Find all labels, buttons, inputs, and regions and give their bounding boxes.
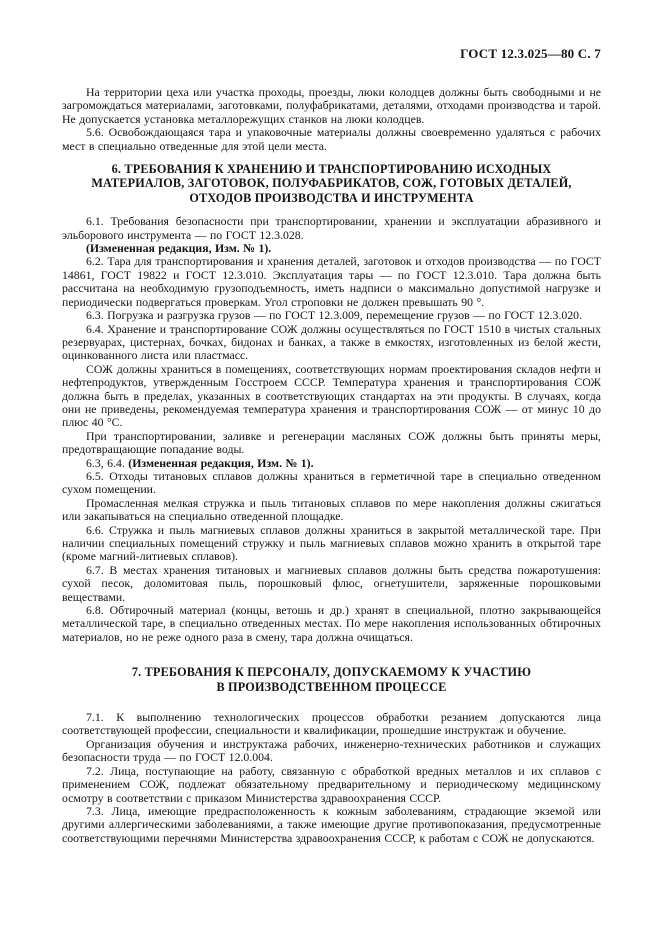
section-7-title-line-2: В ПРОИЗВОДСТВЕННОМ ПРОЦЕССЕ: [216, 679, 447, 694]
para-6-7: 6.7. В местах хранения титановых и магниевых сплавов должны быть средства пожаротушения: сухой песок, доломитовая пыль, порошковый флюс, огнетушители, заряженные порошковыми веществами.: [62, 562, 601, 604]
para-6-4: 6.4. Хранение и транспортирование СОЖ должны осуществляться по ГОСТ 1510 в чистых стальных резервуарах, цистернах, бочках, бидонах и банках, а также в емкостях, изготовленных из белой жести, оцинкованного листа или пластмасс.: [62, 321, 601, 363]
amendment-note-1: (Измененная редакция, Изм. № 1).: [86, 241, 272, 256]
page-header-text: ГОСТ 12.3.025—80 С. 7: [460, 46, 601, 61]
para-6-3: 6.3. Погрузка и разгрузка грузов — по ГОСТ 12.3.009, перемещение грузов — по ГОСТ 12.3.020.: [86, 308, 583, 323]
para-7-3: 7.3. Лица, имеющие предрасположенность к кожным заболеваниям, страдающие экземой или другими аллергическими заболеваниями, а также имеющие другие противопоказания, предусмотренные соответствующими перечнями Министерства здравоохранения СССР, к работам с СОЖ не допускаются.: [62, 803, 601, 845]
para-6-1: 6.1. Требования безопасности при транспортировании, хранении и эксплуатации абразивного и эльборового инструмента — по ГОСТ 12.3.028.: [62, 214, 601, 242]
para-titanium-chips: Промасленная мелкая стружка и пыль титановых сплавов по мере накопления должны сжигаться или закапываться на специально отведенной площадке.: [62, 495, 601, 524]
para-7-1: 7.1. К выполнению технологических процессов обработки резанием допускаются лица соответствующей профессии, специальности и квалификации, прошедшие инструктаж и обучение.: [62, 710, 601, 738]
section-6-title-line-3: ОТХОДОВ ПРОИЗВОДСТВА И ИНСТРУМЕНТА: [189, 190, 474, 205]
amendment-note-2: [62, 457, 601, 470]
section-7-title-line-1: 7. ТРЕБОВАНИЯ К ПЕРСОНАЛУ, ДОПУСКАЕМОМУ К УЧАСТИЮ: [131, 665, 532, 680]
para-territory: На территории цеха или участка проходы, проезды, люки колодцев должны быть свободными и не загромождаться материалами, заготовками, полуфабрикатами, деталями, отходами производства и тарой. Не допускается установка металлорежущих станков на люки колодцев.: [62, 85, 601, 126]
para-7-2: 7.2. Лица, поступающие на работу, связанную с обработкой вредных металлов и их сплавов с применением СОЖ, подлежат обязательному предварительному и периодическому медицинскому осмотру в соответствии с приказом Министерства здравоохранения СССР.: [62, 763, 601, 805]
para-sozh-water: При транспортировании, заливке и регенерации масляных СОЖ должны быть приняты меры, предотвращающие попадание воды.: [62, 428, 601, 457]
para-5-6: 5.6. Освобождающаяся тара и упаковочные материалы должны своевременно удаляться с рабочих мест в специально отведенные для этой цели места.: [62, 125, 601, 153]
section-6-title-line-1: 6. ТРЕБОВАНИЯ К ХРАНЕНИЮ И ТРАНСПОРТИРОВАНИЮ ИСХОДНЫХ: [111, 162, 552, 177]
section-7-title: [62, 665, 601, 694]
section-6-title-line-2: МАТЕРИАЛОВ, ЗАГОТОВОК, ПОЛУФАБРИКАТОВ, СОЖ, ГОТОВЫХ ДЕТАЛЕЙ,: [91, 176, 572, 191]
para-6-6: 6.6. Стружка и пыль магниевых сплавов должны храниться в закрытой металлической таре. При наличии специальных помещений стружку и пыль магниевых сплавов можно хранить в открытой таре (кроме магний-литиевых сплавов).: [62, 522, 601, 564]
amendment-note-2-text: (Измененная редакция, Изм. № 1).: [128, 455, 314, 470]
para-training: Организация обучения и инструктажа рабочих, инженерно-технических работников и служащих безопасности труда — по ГОСТ 12.0.004.: [62, 736, 601, 765]
para-6-8: 6.8. Обтирочный материал (концы, ветошь и др.) хранят в специальной, плотно закрывающейся металлической таре, в специально отведенных местах. По мере накопления использованных обтирочных материалов, но не реже одного раза в смену, тара должна очищаться.: [62, 603, 601, 644]
document-body: [62, 86, 601, 845]
para-6-5: 6.5. Отходы титановых сплавов должны храниться в герметичной таре в специально отведенном сухом помещении.: [62, 468, 601, 497]
para-6-2: 6.2. Тара для транспортирования и хранения деталей, заготовок и отходов производства — по ГОСТ 14861, ГОСТ 19822 и ГОСТ 12.3.010. Эксплуатация тары — по ГОСТ 12.3.010. Тара должна быть рассчитана на необходимую грузоподъемность, иметь надписи о максимально допустимой нагрузке и периодически подвергаться проверкам. Угол строповки не должен превышать 90 °.: [62, 254, 601, 309]
page-header: [62, 46, 601, 62]
para-sozh-storage: СОЖ должны храниться в помещениях, соответствующих нормам проектирования складов нефти и нефтепродуктов, утвержденным Госстроем СССР. Температура хранения и транспортирования СОЖ должна быть в пределах, указанных в соответствующих стандартах на эти продукты. В случаях, когда они не приведены, рекомендуемая температура хранения и транспортирования СОЖ — от минус 10 до плюс 40 °С.: [62, 361, 601, 430]
amendment-note-2-ref: 6.3, 6.4.: [86, 455, 129, 470]
section-6-title: [62, 162, 601, 205]
